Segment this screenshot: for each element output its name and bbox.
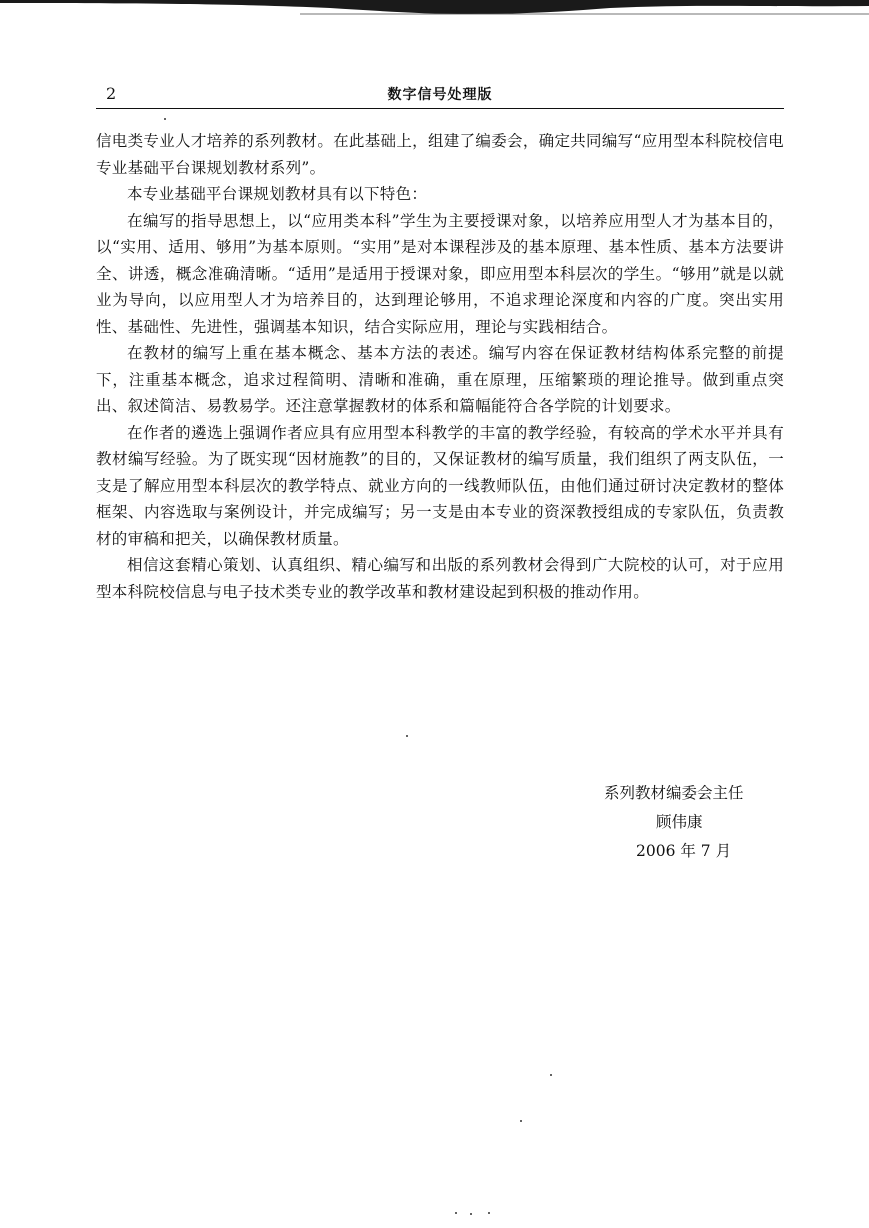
running-title: 数字信号处理版 bbox=[387, 87, 493, 103]
scan-speck bbox=[455, 1212, 457, 1214]
paragraph-6: 相信这套精心策划、认真组织、精心编写和出版的系列教材会得到广大院校的认可，对于应用型本科院校信息与电子技术类专业的教学改革和教材建设起到积极的推动作用。 bbox=[96, 556, 784, 601]
paragraph-5: 在作者的遴选上强调作者应具有应用型本科教学的丰富的教学经验，有较高的学术水平并具有教材编写经验。为了既实现“因材施教”的目的，又保证教材的编写质量，我们组织了两支队伍，一支是了解应用型本科层次的教学特点、就业方向的一线教师队伍，由他们通过研讨决定教材的整体框架、内容选取与案例设计，并完成编写；另一支是由本专业的资深教授组成的专家队伍，负责教材的审稿和把关，以确保教材质量。 bbox=[96, 423, 784, 548]
scan-speck bbox=[550, 1074, 552, 1076]
scan-speck bbox=[406, 735, 408, 737]
scan-speck bbox=[164, 118, 166, 120]
paragraph-3: 在编写的指导思想上，以“应用类本科”学生为主要授课对象，以培养应用型人才为基本目的，以“实用、适用、够用”为基本原则。“实用”是对本课程涉及的基本原理、基本性质、基本方法要讲全、讲透，概念准确清晰。“适用”是适用于授课对象，即应用型本科层次的学生。“够用”就是以就业为导向，以应用型人才为培养目的，达到理论够用，不追求理论深度和内容的广度。突出实用性、基础性、先进性，强调基本知识，结合实际应用，理论与实践相结合。 bbox=[96, 211, 784, 336]
signature-block bbox=[570, 779, 800, 866]
signature-date: 2006 年 7 月 bbox=[636, 842, 732, 860]
signature-title: 系列教材编委会主任 bbox=[604, 784, 744, 802]
paragraph-1: 信电类专业人才培养的系列教材。在此基础上，组建了编委会，确定共同编写“应用型本科院校信电专业基础平台课规划教材系列”。 bbox=[96, 132, 784, 177]
scan-speck bbox=[520, 1120, 522, 1122]
scan-speck bbox=[470, 1213, 472, 1215]
page-header bbox=[96, 78, 784, 109]
signature-name: 顾伟康 bbox=[656, 813, 703, 831]
page-number: 2 bbox=[106, 84, 117, 103]
scan-speck bbox=[488, 1212, 490, 1214]
paragraph-2: 本专业基础平台课规划教材具有以下特色： bbox=[127, 185, 428, 203]
paragraph-4: 在教材的编写上重在基本概念、基本方法的表述。编写内容在保证教材结构体系完整的前提下，注重基本概念，追求过程简明、清晰和准确，重在原理，压缩繁琐的理论推导。做到重点突出、叙述简洁、易教易学。还注意掌握教材的体系和篇幅能符合各学院的计划要求。 bbox=[96, 344, 784, 415]
body-text bbox=[96, 128, 784, 605]
scan-edge-shadow bbox=[0, 0, 869, 22]
